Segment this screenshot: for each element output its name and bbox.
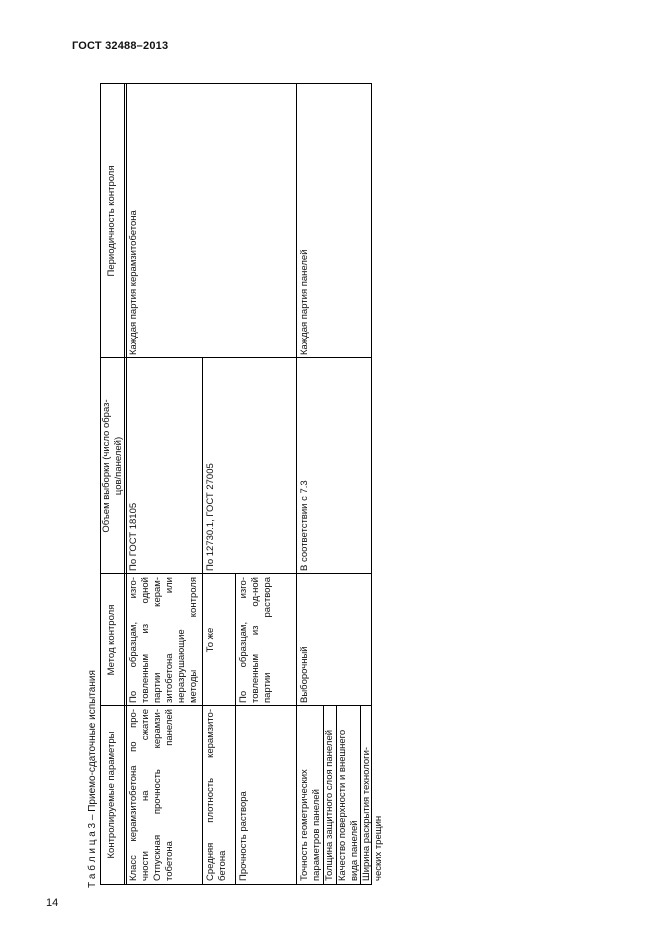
header-period: Периодичность контроля: [106, 165, 117, 277]
table-caption: Т а б л и ц а 3 – Приемо-сдаточные испытания: [87, 670, 98, 888]
acceptance-tests-table: [100, 83, 384, 885]
row4-volume: В соответствии с 7.3: [299, 480, 310, 571]
document-code: ГОСТ 32488–2013: [72, 40, 169, 52]
row4-param-geometry: Точность геометрических параметров панелей: [299, 769, 322, 881]
header-method: Метод контроля: [106, 604, 117, 676]
row3-param: Прочность раствора: [238, 791, 249, 881]
page-number: 14: [46, 897, 59, 909]
row4-param-cover: Толщина защитного слоя панелей: [324, 729, 335, 881]
row2-volume: По 12730.1, ГОСТ 27005: [205, 463, 216, 571]
row1-volume: По ГОСТ 18105: [128, 502, 139, 571]
row1-method: По образцам, изго- товленным из одной партии керам- зитобетона или неразрушающие методы контроля: [128, 577, 199, 703]
header-param: Контролируемые параметры: [106, 731, 117, 859]
row4-method: Выборочный: [299, 646, 310, 703]
row2-method: То же: [205, 627, 216, 653]
header-volume: Объем выборки (число образ- цов/панелей): [101, 399, 124, 533]
row4-param-surface: Качество поверхности и внешнего вида панелей: [337, 729, 360, 881]
row4-period: Каждая партия панелей: [299, 249, 310, 355]
rotated-table-wrapper: [87, 78, 384, 888]
row3-method: По образцам, изго- товленным из од-ной партии раствора: [238, 577, 273, 703]
row1-period: Каждая партия керамзитобетона: [128, 210, 139, 355]
row4-param-cracks: Ширина раскрытия технологи- ческих трещин: [361, 746, 384, 881]
row2-param: Средняя плотность керамзито- бетона: [205, 709, 228, 881]
row1-param: Класс керамзитобетона по про- чности на сжатие Отпускная прочность керамзи- тобетона панелей: [128, 709, 175, 881]
